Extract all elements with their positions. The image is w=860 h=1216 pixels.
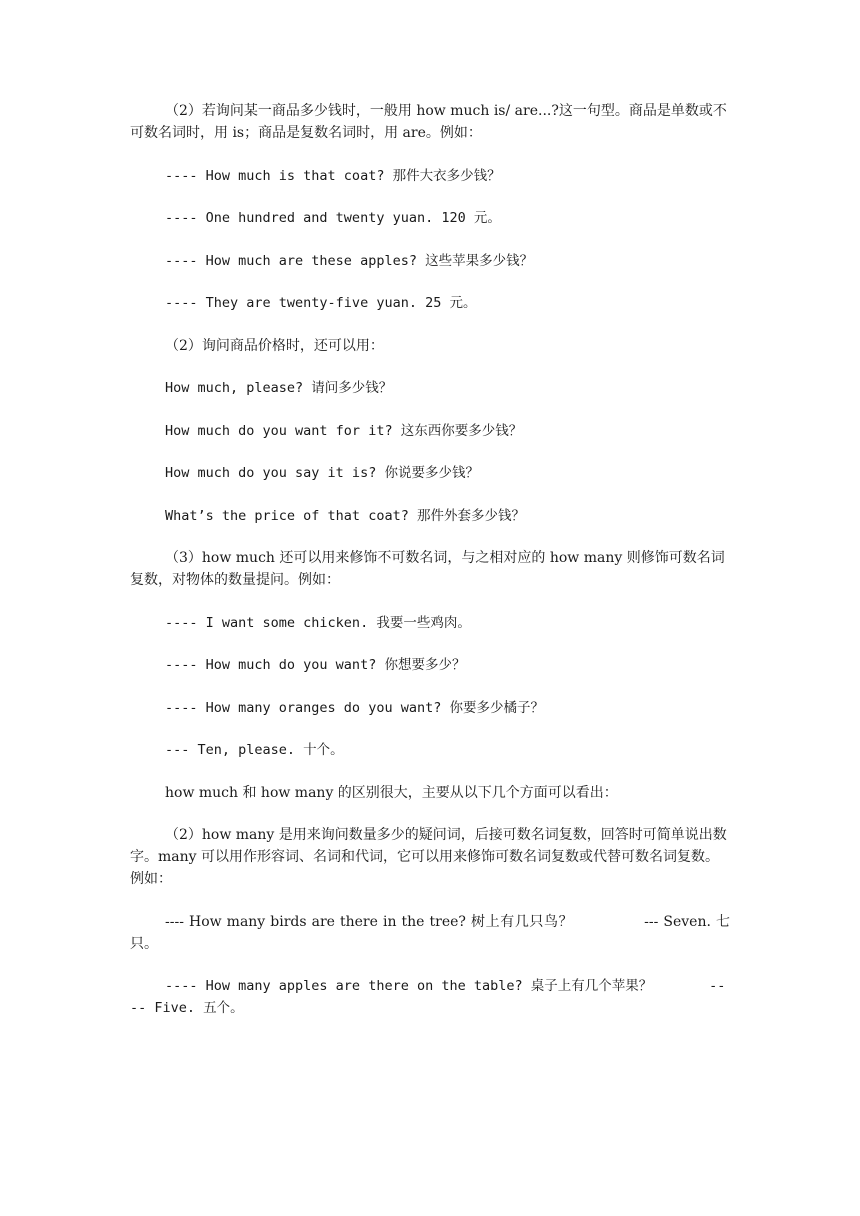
example-line-coat-question: ---- How much is that coat? 那件大衣多少钱？: [165, 167, 501, 184]
example-line-how-many-oranges: ---- How many oranges do you want? 你要多少橘子？: [165, 699, 544, 716]
paragraph-uncountable-usage: （3）how much 还可以用来修饰不可数名词，与之相对应的 how many 则修饰可数名词复数，对物体的数量提问。例如：: [130, 550, 725, 588]
example-line-apples-question: ---- How much are these apples? 这些苹果多少钱？: [165, 252, 534, 269]
example-line-say-it-is: How much do you say it is? 你说要多少钱？: [165, 465, 479, 481]
paragraph-price-question-pattern: （2）若询问某一商品多少钱时，一般用 how much is/ are...?这一句型。商品是单数或不可数名词时，用 is；商品是复数名词时，用 are。例如：: [130, 103, 727, 141]
example-line-price-of-coat: What’s the price of that coat? 那件外套多少钱？: [165, 507, 525, 524]
example-line-want-chicken: ---- I want some chicken. 我要一些鸡肉。: [165, 614, 471, 631]
example-line-apples-answer: ---- They are twenty-five yuan. 25 元。: [165, 295, 477, 311]
example-line-apples-on-table: ---- How many apples are there on the table? 桌子上有几个苹果？ ---- Five. 五个。: [130, 978, 726, 1016]
example-line-how-much-please: How much, please? 请问多少钱？: [165, 380, 393, 396]
paragraph-how-many-usage: （2）how many 是用来询问数量多少的疑问词，后接可数名词复数，回答时可简单说出数字。many 可以用作形容词、名词和代词，它可以用来修饰可数名词复数或代替可数名词复数。例如：: [130, 827, 727, 887]
example-line-ten-please: --- Ten, please. 十个。: [165, 742, 344, 758]
example-line-coat-answer: ---- One hundred and twenty yuan. 120 元。: [165, 210, 501, 226]
example-line-how-much-want: ---- How much do you want? 你想要多少？: [165, 657, 466, 673]
paragraph-difference-intro: how much 和 how many 的区别很大，主要从以下几个方面可以看出：: [165, 784, 618, 801]
document-page: [130, 100, 730, 1040]
paragraph-other-price-questions: （2）询问商品价格时，还可以用：: [165, 337, 384, 354]
example-line-want-for-it: How much do you want for it? 这东西你要多少钱？: [165, 422, 523, 439]
example-line-birds-in-tree: ---- How many birds are there in the tree? 树上有几只鸟？ --- Seven. 七只。: [130, 913, 730, 952]
